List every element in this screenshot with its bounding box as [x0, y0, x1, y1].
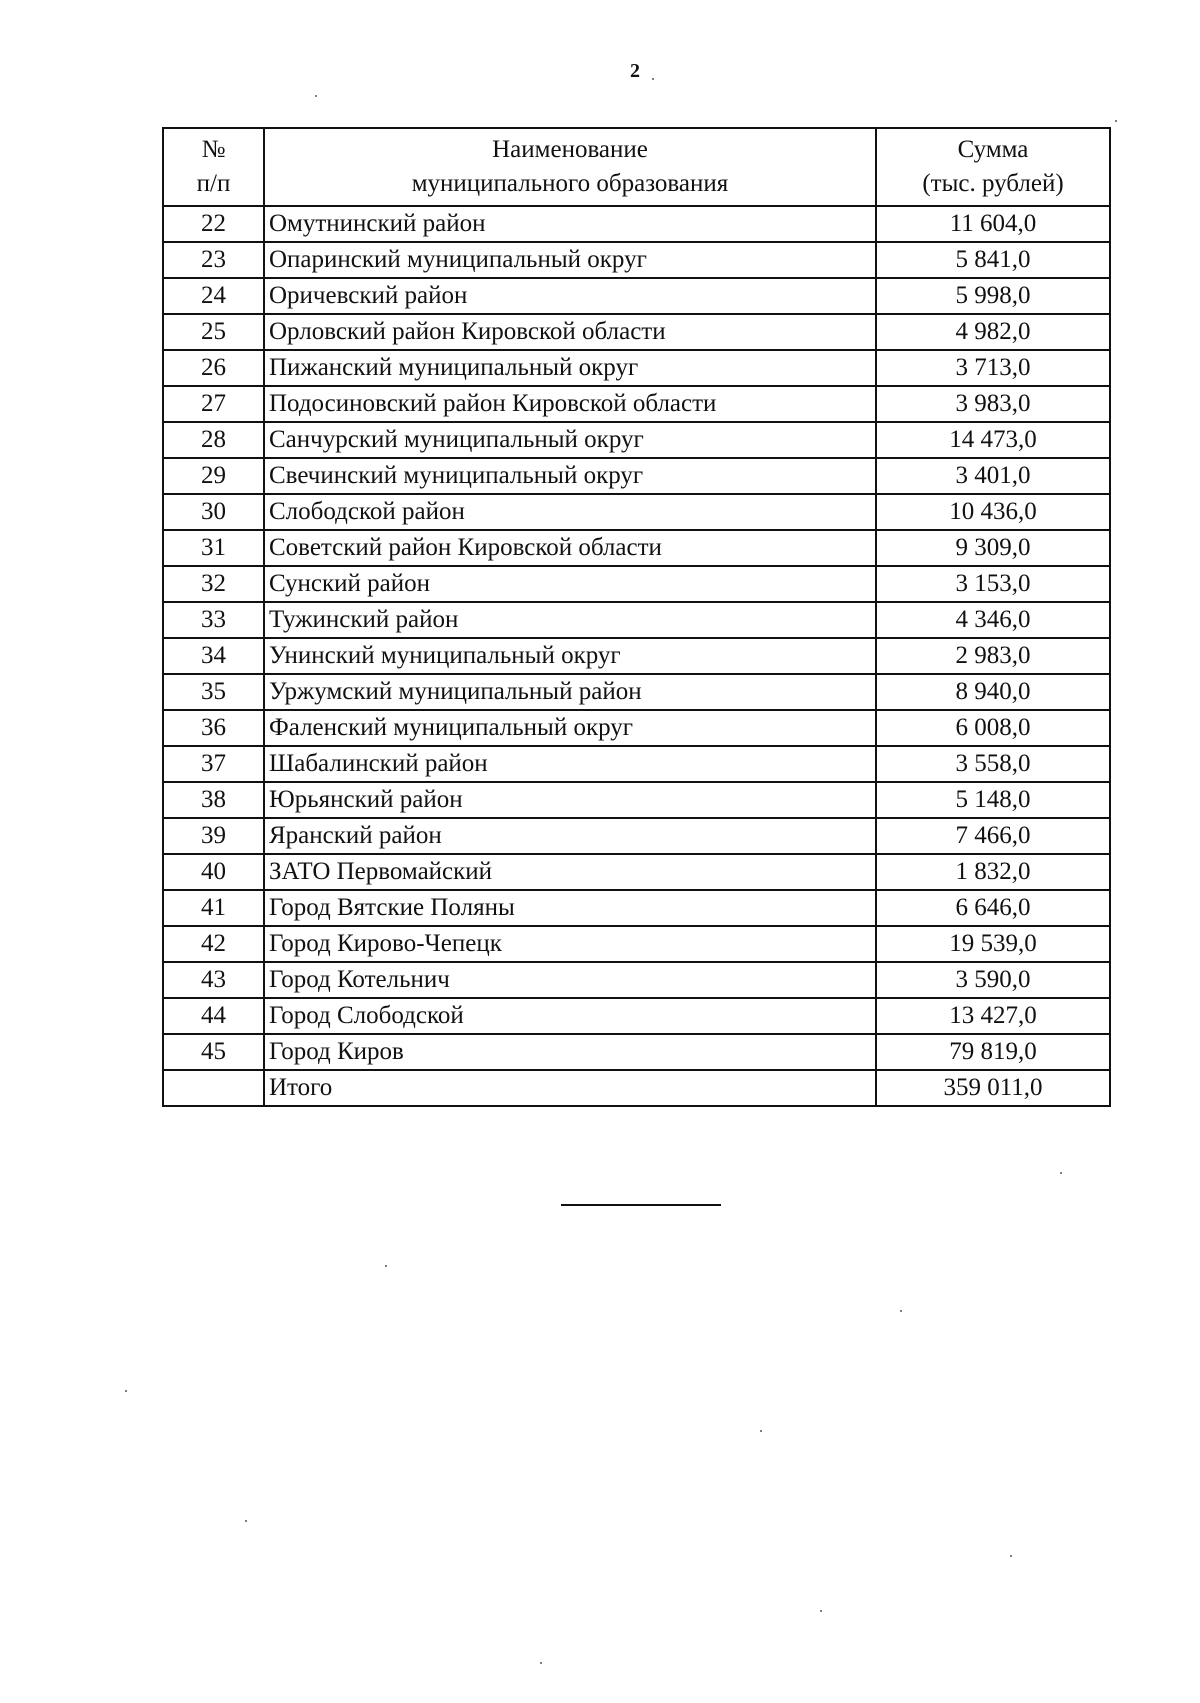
row-number: 22 — [163, 206, 264, 242]
row-number: 29 — [163, 458, 264, 494]
table-header — [163, 128, 1110, 206]
row-sum: 6 008,0 — [876, 710, 1110, 746]
row-sum: 6 646,0 — [876, 890, 1110, 926]
table-row — [163, 926, 1110, 962]
table-row — [163, 494, 1110, 530]
row-municipality-name: Город Кирово-Чепецк — [264, 926, 876, 962]
row-sum: 79 819,0 — [876, 1034, 1110, 1070]
table-row — [163, 602, 1110, 638]
row-sum: 4 982,0 — [876, 314, 1110, 350]
row-number: 32 — [163, 566, 264, 602]
header-number-line2: п/п — [196, 170, 231, 197]
table-row — [163, 998, 1110, 1034]
row-municipality-name: Санчурский муниципальный округ — [264, 422, 876, 458]
table-row — [163, 854, 1110, 890]
allocation-table — [162, 127, 1111, 1107]
row-number: 41 — [163, 890, 264, 926]
header-name-line1: Наименование — [492, 136, 648, 163]
row-sum: 8 940,0 — [876, 674, 1110, 710]
table-row — [163, 278, 1110, 314]
table-row — [163, 710, 1110, 746]
table-row — [163, 458, 1110, 494]
table-row — [163, 314, 1110, 350]
page-number: 2 — [630, 60, 640, 82]
row-municipality-name: Подосиновский район Кировской области — [264, 386, 876, 422]
header-sum-line2: (тыс. рублей) — [922, 170, 1064, 197]
row-number: 26 — [163, 350, 264, 386]
row-number: 44 — [163, 998, 264, 1034]
table-row — [163, 422, 1110, 458]
row-municipality-name: Орловский район Кировской области — [264, 314, 876, 350]
row-municipality-name: Город Слободской — [264, 998, 876, 1034]
row-sum: 2 983,0 — [876, 638, 1110, 674]
table-body — [163, 206, 1110, 1106]
row-municipality-name: Свечинский муниципальный округ — [264, 458, 876, 494]
header-name — [264, 128, 876, 206]
row-sum: 3 590,0 — [876, 962, 1110, 998]
row-number: 35 — [163, 674, 264, 710]
row-sum: 3 983,0 — [876, 386, 1110, 422]
allocation-table-container — [162, 127, 1109, 1107]
row-number: 45 — [163, 1034, 264, 1070]
table-row — [163, 566, 1110, 602]
table-row — [163, 386, 1110, 422]
header-sum — [876, 128, 1110, 206]
table-row — [163, 638, 1110, 674]
table-row — [163, 782, 1110, 818]
row-municipality-name: Унинский муниципальный округ — [264, 638, 876, 674]
row-municipality-name: Сунский район — [264, 566, 876, 602]
row-number: 28 — [163, 422, 264, 458]
row-sum: 11 604,0 — [876, 206, 1110, 242]
row-sum: 3 558,0 — [876, 746, 1110, 782]
row-municipality-name: Пижанский муниципальный округ — [264, 350, 876, 386]
row-sum: 19 539,0 — [876, 926, 1110, 962]
header-name-line2: муниципального образования — [411, 170, 729, 197]
header-sum-line1: Сумма — [957, 136, 1029, 163]
table-row — [163, 350, 1110, 386]
row-number: 43 — [163, 962, 264, 998]
total-number — [163, 1070, 264, 1106]
row-municipality-name: Оричевский район — [264, 278, 876, 314]
table-row — [163, 890, 1110, 926]
row-sum: 9 309,0 — [876, 530, 1110, 566]
row-municipality-name: Город Вятские Поляны — [264, 890, 876, 926]
row-municipality-name: Город Котельнич — [264, 962, 876, 998]
table-row — [163, 962, 1110, 998]
header-row — [163, 128, 1110, 206]
row-sum: 3 401,0 — [876, 458, 1110, 494]
header-number-line1: № — [201, 136, 226, 163]
row-number: 30 — [163, 494, 264, 530]
row-sum: 3 713,0 — [876, 350, 1110, 386]
row-number: 38 — [163, 782, 264, 818]
row-municipality-name: Уржумский муниципальный район — [264, 674, 876, 710]
total-label: Итого — [264, 1070, 876, 1106]
row-sum: 10 436,0 — [876, 494, 1110, 530]
row-municipality-name: Опаринский муниципальный округ — [264, 242, 876, 278]
row-sum: 13 427,0 — [876, 998, 1110, 1034]
row-sum: 1 832,0 — [876, 854, 1110, 890]
table-row — [163, 674, 1110, 710]
row-municipality-name: Шабалинский район — [264, 746, 876, 782]
closing-rule — [561, 1204, 721, 1206]
row-number: 25 — [163, 314, 264, 350]
row-sum: 7 466,0 — [876, 818, 1110, 854]
table-row — [163, 818, 1110, 854]
table-row — [163, 746, 1110, 782]
row-number: 40 — [163, 854, 264, 890]
table-row — [163, 206, 1110, 242]
row-number: 23 — [163, 242, 264, 278]
row-number: 24 — [163, 278, 264, 314]
row-number: 39 — [163, 818, 264, 854]
row-sum: 4 346,0 — [876, 602, 1110, 638]
row-municipality-name: Советский район Кировской области — [264, 530, 876, 566]
row-number: 33 — [163, 602, 264, 638]
row-number: 42 — [163, 926, 264, 962]
row-sum: 5 148,0 — [876, 782, 1110, 818]
row-municipality-name: Фаленский муниципальный округ — [264, 710, 876, 746]
row-sum: 14 473,0 — [876, 422, 1110, 458]
row-municipality-name: Город Киров — [264, 1034, 876, 1070]
row-number: 27 — [163, 386, 264, 422]
row-number: 37 — [163, 746, 264, 782]
table-row — [163, 1034, 1110, 1070]
table-row — [163, 530, 1110, 566]
row-number: 34 — [163, 638, 264, 674]
total-sum: 359 011,0 — [876, 1070, 1110, 1106]
row-municipality-name: Слободской район — [264, 494, 876, 530]
row-municipality-name: Омутнинский район — [264, 206, 876, 242]
row-municipality-name: Яранский район — [264, 818, 876, 854]
header-number — [163, 128, 264, 206]
row-municipality-name: ЗАТО Первомайский — [264, 854, 876, 890]
row-sum: 5 841,0 — [876, 242, 1110, 278]
total-row — [163, 1070, 1110, 1106]
row-sum: 3 153,0 — [876, 566, 1110, 602]
row-sum: 5 998,0 — [876, 278, 1110, 314]
row-number: 31 — [163, 530, 264, 566]
row-number: 36 — [163, 710, 264, 746]
table-row — [163, 242, 1110, 278]
row-municipality-name: Юрьянский район — [264, 782, 876, 818]
row-municipality-name: Тужинский район — [264, 602, 876, 638]
